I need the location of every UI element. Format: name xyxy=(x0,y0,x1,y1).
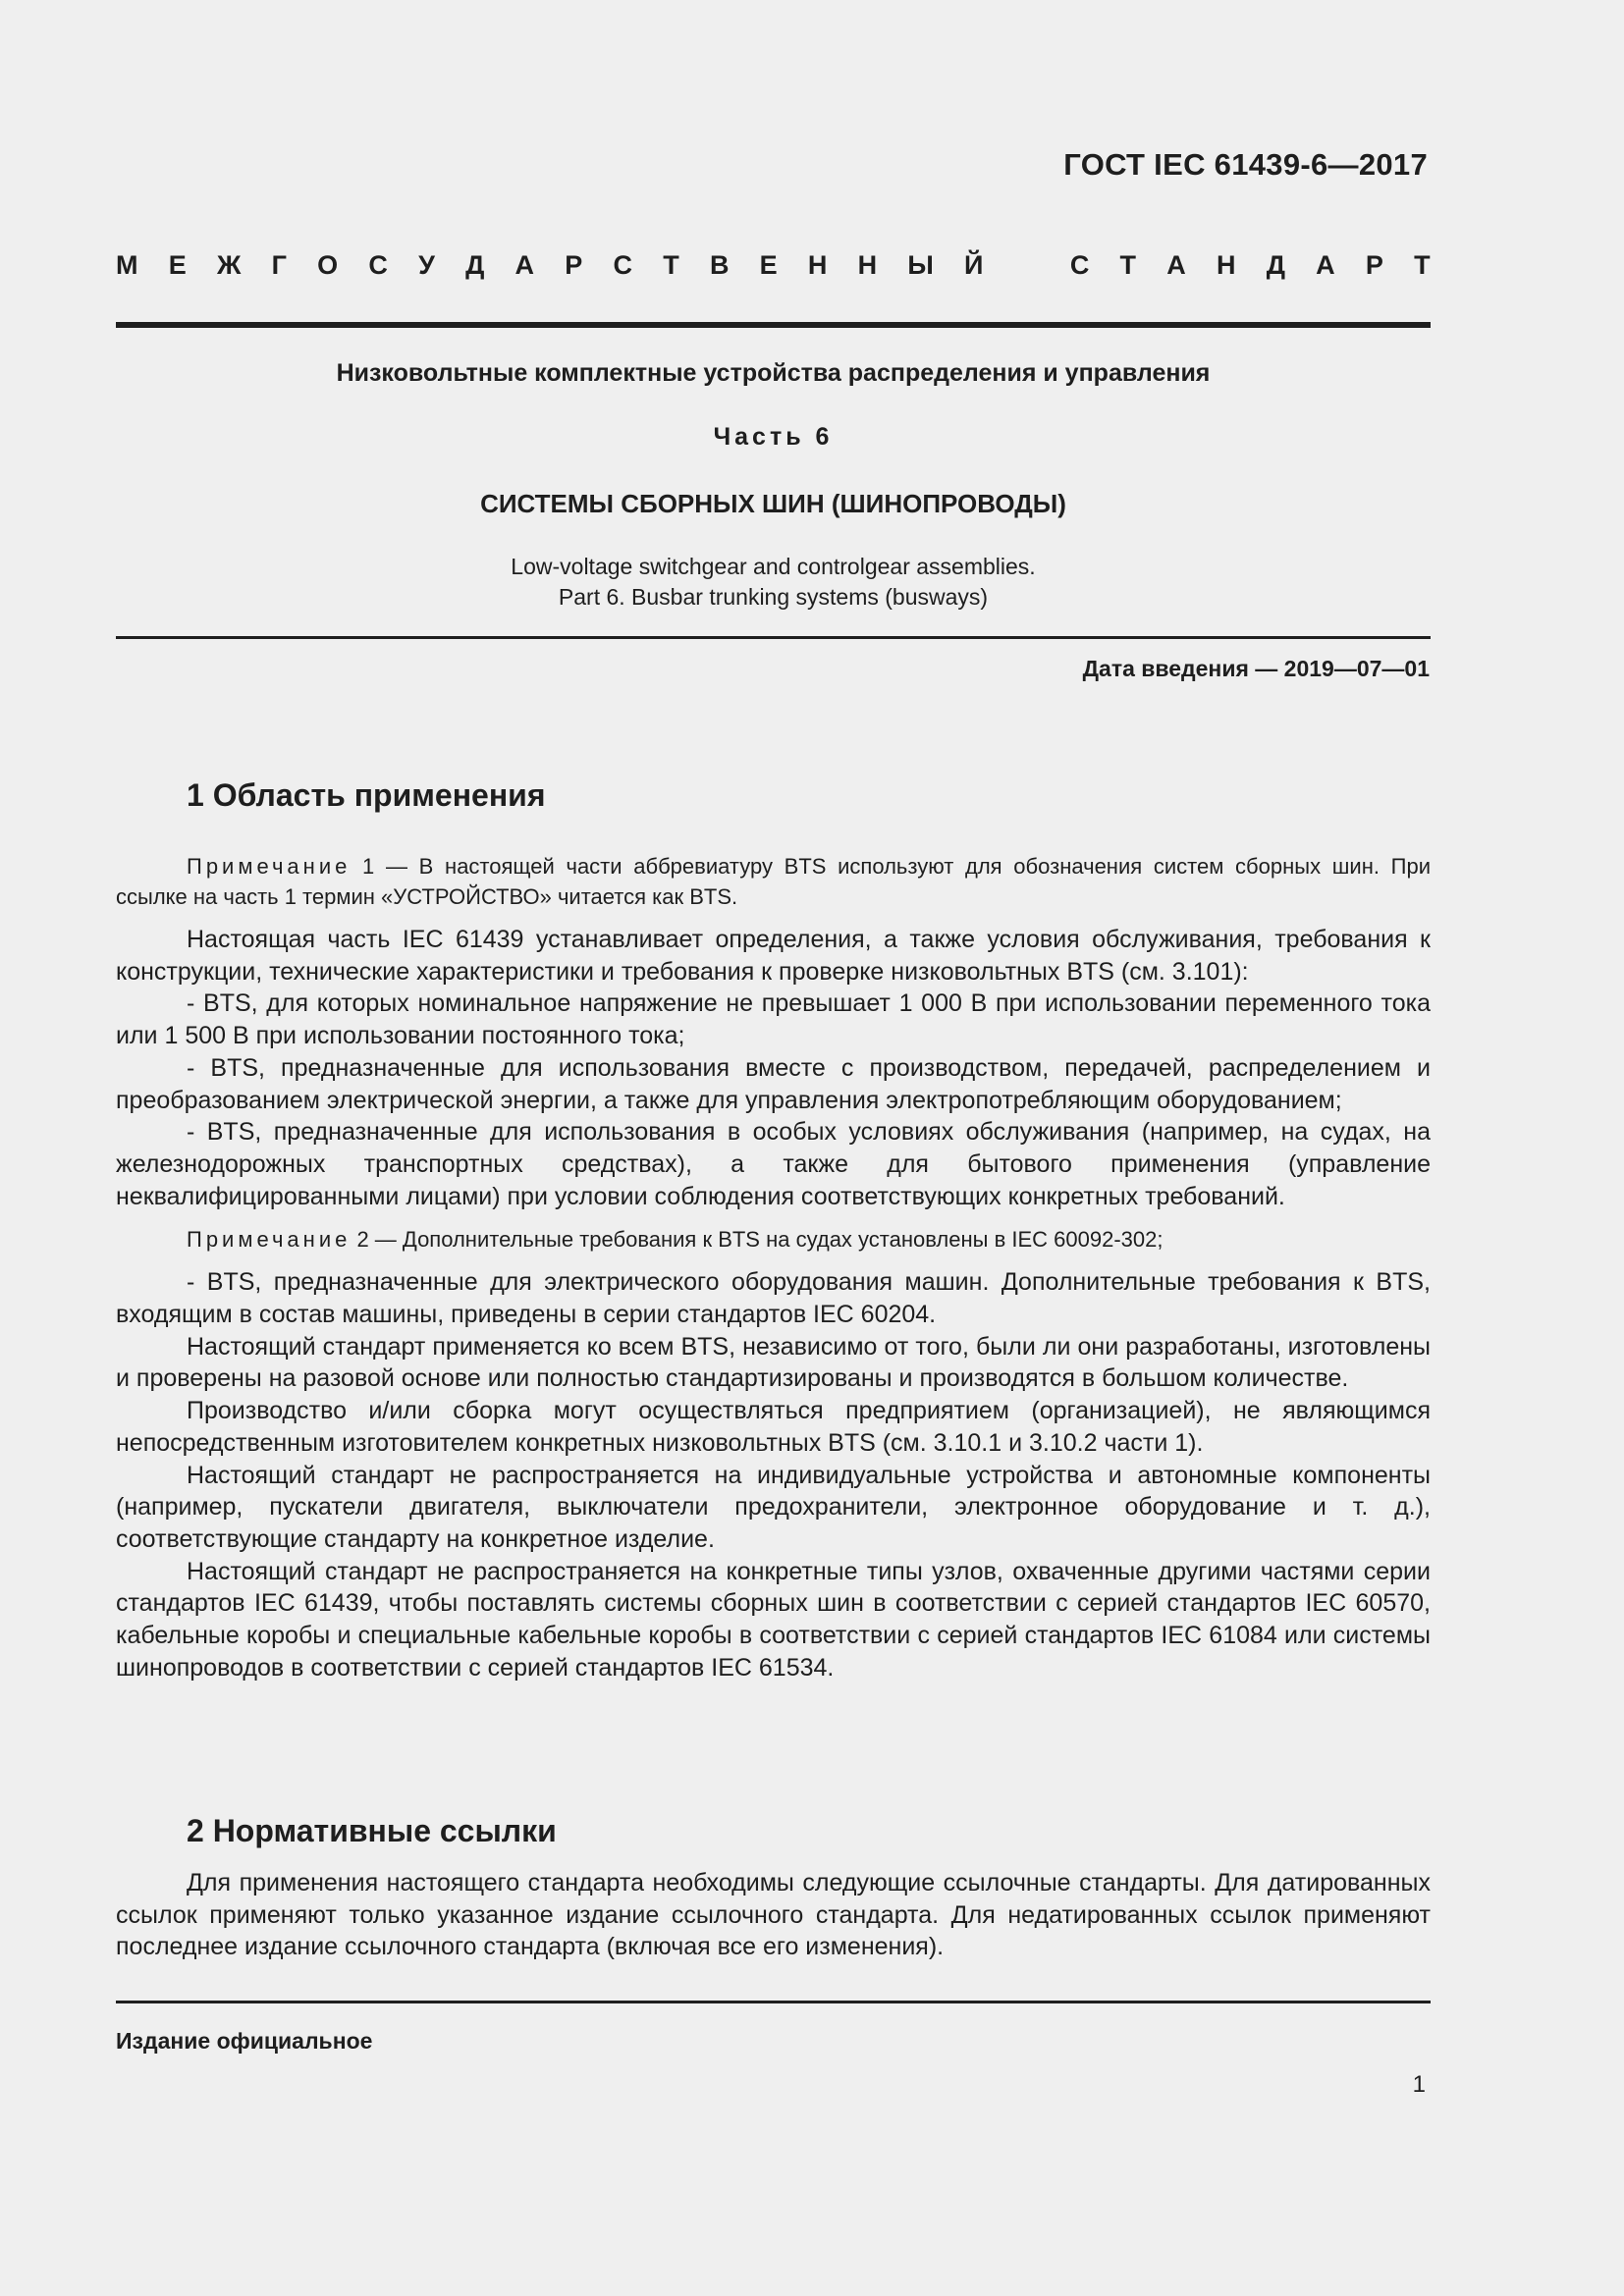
note-2 xyxy=(116,1224,1431,1255)
list-item: - BTS, предназначенные для использования в особых условиях обслуживания (например, на судах, на железнодорожных транспортных средствах), а также для бытового применения (управление неквалифицированными лицами) при условии соблюдения соответствующих конкретных требований. xyxy=(116,1118,1431,1210)
note-text: 2 — Дополнительные требования к BTS на судах установлены в IEC 60092-302; xyxy=(351,1227,1164,1253)
paragraph: Настоящий стандарт не распространяется на конкретные типы узлов, охваченные другими частями серии стандартов IEC 61439, чтобы поставлять системы сборных шин в соответствии с серией стандартов IEC 60570, кабельные коробы и специальные кабельные коробы в соответствии с серией стандартов IEC 61084 или системы шинопроводов в соответствии с серией стандартов IEC 61534. xyxy=(116,1557,1431,1682)
page-number: 1 xyxy=(1412,2071,1426,2098)
header-letter: Г xyxy=(271,250,287,280)
list-item: - BTS, предназначенные для использования вместе с производством, передачей, распределением и преобразованием электрической энергии, а также для управления электропотребляющим оборудованием; xyxy=(116,1053,1431,1114)
header-divider xyxy=(116,322,1431,328)
note-label: Примечание xyxy=(187,854,352,879)
header-letter: Е xyxy=(168,250,187,280)
header-letter: Т xyxy=(663,250,679,280)
header-letter: Р xyxy=(1365,250,1383,280)
header-letter: У xyxy=(418,250,435,280)
paragraph: Для применения настоящего стандарта необходимы следующие ссылочные стандарты. Для датированных ссылок применяют только указанное издание ссылочного стандарта. Для недатированных ссылок применяют последнее издание ссылочного стандарта (включая все его изменения). xyxy=(116,1869,1431,1961)
list-item: - BTS, для которых номинальное напряжение не превышает 1 000 В при использовании переменного тока или 1 500 В при использовании постоянного тока; xyxy=(116,989,1431,1050)
section-2-body xyxy=(116,1867,1431,1963)
english-title-line: Part 6. Busbar trunking systems (busways) xyxy=(558,584,989,610)
header-letter: Н xyxy=(807,250,828,280)
header-letter: Т xyxy=(1414,250,1431,280)
title-divider xyxy=(116,636,1431,639)
header-letter: Д xyxy=(1266,250,1285,280)
header-letter: А xyxy=(1166,250,1186,280)
document-subtitle: СИСТЕМЫ СБОРНЫХ ШИН (ШИНОПРОВОДЫ) xyxy=(480,489,1066,518)
section-1-heading: 1 Область применения xyxy=(187,777,546,813)
document-part: Часть 6 xyxy=(713,423,834,451)
header-letter: Р xyxy=(565,250,583,280)
header-letter: А xyxy=(1316,250,1335,280)
header-word-gap xyxy=(1014,250,1040,281)
header-letter: Ж xyxy=(216,250,242,280)
standard-number: ГОСТ IEC 61439-6—2017 xyxy=(1063,147,1428,182)
list-item: - BTS, предназначенные для электрического оборудования машин. Дополнительные требования к BTS, входящим в состав машины, приведены в серии стандартов IEC 60204. xyxy=(116,1268,1431,1329)
header-letter: Й xyxy=(963,250,984,280)
paragraph: Настоящий стандарт не распространяется на индивидуальные устройства и автономные компоненты (например, пускатели двигателя, выключатели предохранители, электронное оборудование и т. д.), соответствующие стандарту на конкретное изделие. xyxy=(116,1461,1431,1553)
paragraph: Настоящий стандарт применяется ко всем BTS, независимо от того, были ли они разработаны, изготовлены и проверены на разовой основе или полностью стандартизированы и производятся в большом количестве. xyxy=(116,1332,1431,1393)
header-letter: Н xyxy=(1216,250,1236,280)
header-letter: Е xyxy=(759,250,778,280)
header-letter: С xyxy=(368,250,388,280)
header-letter: В xyxy=(709,250,730,280)
note-1 xyxy=(116,851,1431,912)
official-edition-label: Издание официальное xyxy=(116,2028,373,2054)
paragraph: Производство и/или сборка могут осуществляться предприятием (организацией), не являющимся непосредственным изготовителем конкретных низковольтных BTS (см. 3.10.1 и 3.10.2 части 1). xyxy=(116,1397,1431,1457)
note-label: Примечание xyxy=(187,1227,352,1253)
interstate-standard-header xyxy=(116,250,1431,281)
document-title: Низковольтные комплектные устройства распределения и управления xyxy=(336,359,1211,387)
section-1-body xyxy=(116,851,1431,1683)
header-letter: Т xyxy=(1119,250,1137,280)
header-letter: М xyxy=(116,250,138,280)
english-title xyxy=(116,552,1431,613)
header-letter: С xyxy=(1069,250,1090,280)
english-title-line: Low-voltage switchgear and controlgear assemblies. xyxy=(511,554,1036,579)
header-letter: Ы xyxy=(907,250,934,280)
header-letter: С xyxy=(613,250,632,280)
section-2-heading: 2 Нормативные ссылки xyxy=(187,1813,557,1848)
introduction-date: Дата введения — 2019—07—01 xyxy=(1082,656,1430,681)
footer-divider xyxy=(116,2001,1431,2003)
header-letter: О xyxy=(317,250,339,280)
header-letter: Д xyxy=(465,250,485,280)
paragraph: Настоящая часть IEC 61439 устанавливает определения, а также условия обслуживания, требования к конструкции, технические характеристики и требования к проверке низковольтных BTS (см. 3.101): xyxy=(116,926,1431,986)
header-letter: Н xyxy=(857,250,878,280)
note-text: 1 — В настоящей части аббревиатуру BTS используют для обозначения систем сборных шин. При ссылке на часть 1 термин «УСТРОЙСТВО» читается как BTS. xyxy=(116,854,1431,909)
header-letter: А xyxy=(514,250,535,280)
